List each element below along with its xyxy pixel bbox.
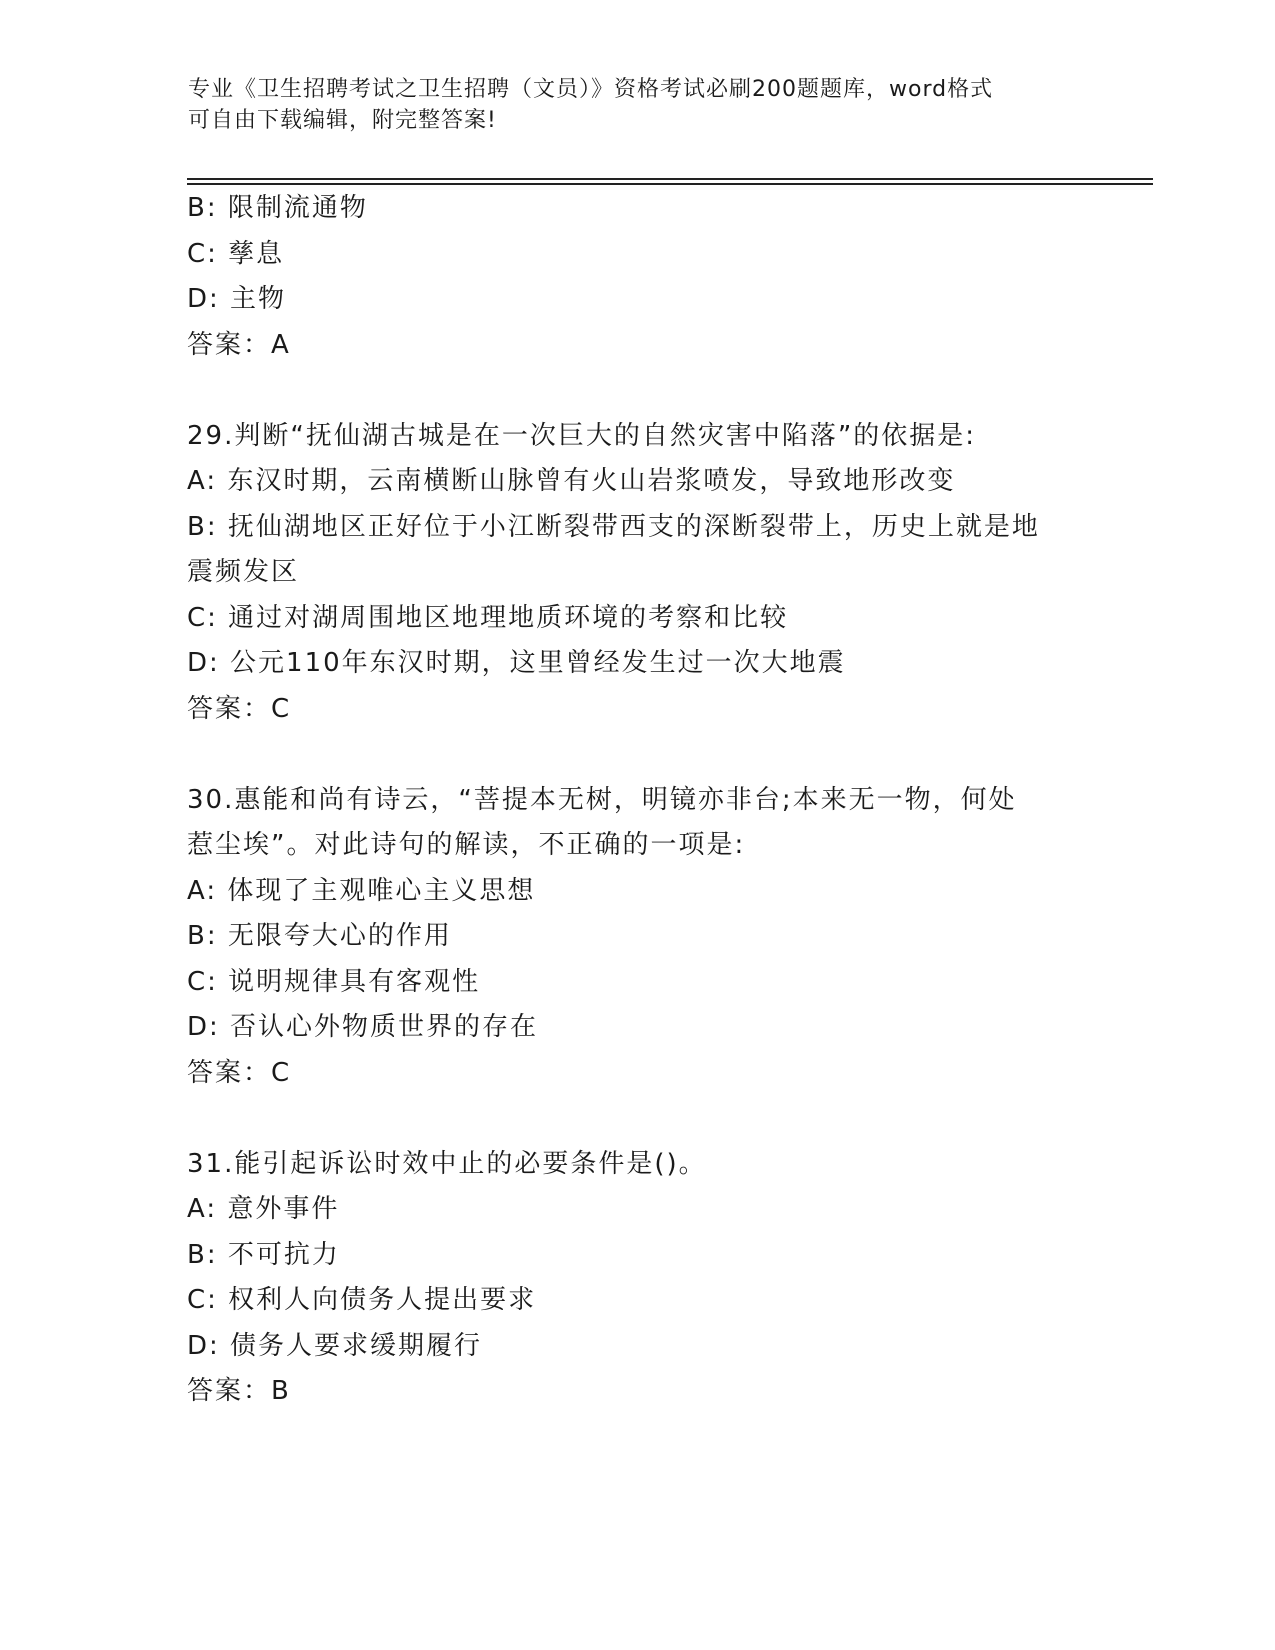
option-b: B: 不可抗力 xyxy=(187,1239,340,1270)
header-divider-top xyxy=(187,178,1153,180)
option-d: D: 否认心外物质世界的存在 xyxy=(187,1012,539,1042)
option-c: C: 说明规律具有客观性 xyxy=(187,966,481,997)
option-c: C: 通过对湖周围地区地理地质环境的考察和比较 xyxy=(187,602,789,633)
question-stem-continued: 惹尘埃”。对此诗句的解读，不正确的一项是: xyxy=(187,830,746,860)
option-d: D: 公元110年东汉时期，这里曾经发生过一次大地震 xyxy=(187,648,846,678)
question-30 xyxy=(187,778,1087,1097)
question-28-tail xyxy=(187,186,1087,368)
option-a: A: 东汉时期，云南横断山脉曾有火山岩浆喷发，导致地形改变 xyxy=(187,466,956,496)
option-b: B: 无限夸大心的作用 xyxy=(187,921,452,951)
option-b-continued: 震频发区 xyxy=(187,557,300,587)
question-29 xyxy=(187,414,1087,733)
answer-line: 答案：B xyxy=(187,1376,291,1406)
option-b: B: 限制流通物 xyxy=(187,193,368,223)
question-stem: 30.惠能和尚有诗云，“菩提本无树，明镜亦非台;本来无一物，何处 xyxy=(187,784,1017,815)
question-stem: 31.能引起诉讼时效中止的必要条件是()。 xyxy=(187,1148,707,1179)
option-a: A: 体现了主观唯心主义思想 xyxy=(187,875,536,906)
spacer xyxy=(187,1096,1087,1142)
option-b: B: 抚仙湖地区正好位于小江断裂带西支的深断裂带上，历史上就是地 xyxy=(187,511,1040,542)
option-c: C: 孳息 xyxy=(187,238,285,269)
option-d: D: 债务人要求缓期履行 xyxy=(187,1330,483,1361)
header-line-2: 可自由下载编辑，附完整答案! xyxy=(188,108,497,133)
spacer xyxy=(187,732,1087,778)
question-stem: 29.判断“抚仙湖古城是在一次巨大的自然灾害中陷落”的依据是: xyxy=(187,420,977,451)
answer-line: 答案：C xyxy=(187,693,292,724)
header-line-1: 专业《卫生招聘考试之卫生招聘（文员）》资格考试必刷200题题库，word格式 xyxy=(188,77,994,102)
option-d: D: 主物 xyxy=(187,284,287,314)
option-c: C: 权利人向债务人提出要求 xyxy=(187,1285,537,1315)
answer-line: 答案：C xyxy=(187,1057,292,1088)
document-header xyxy=(188,74,1088,136)
question-31 xyxy=(187,1142,1087,1415)
spacer xyxy=(187,368,1087,414)
header-divider-bottom xyxy=(187,183,1153,185)
document-body xyxy=(187,186,1087,1415)
option-a: A: 意外事件 xyxy=(187,1194,340,1224)
answer-line: 答案：A xyxy=(187,329,291,360)
